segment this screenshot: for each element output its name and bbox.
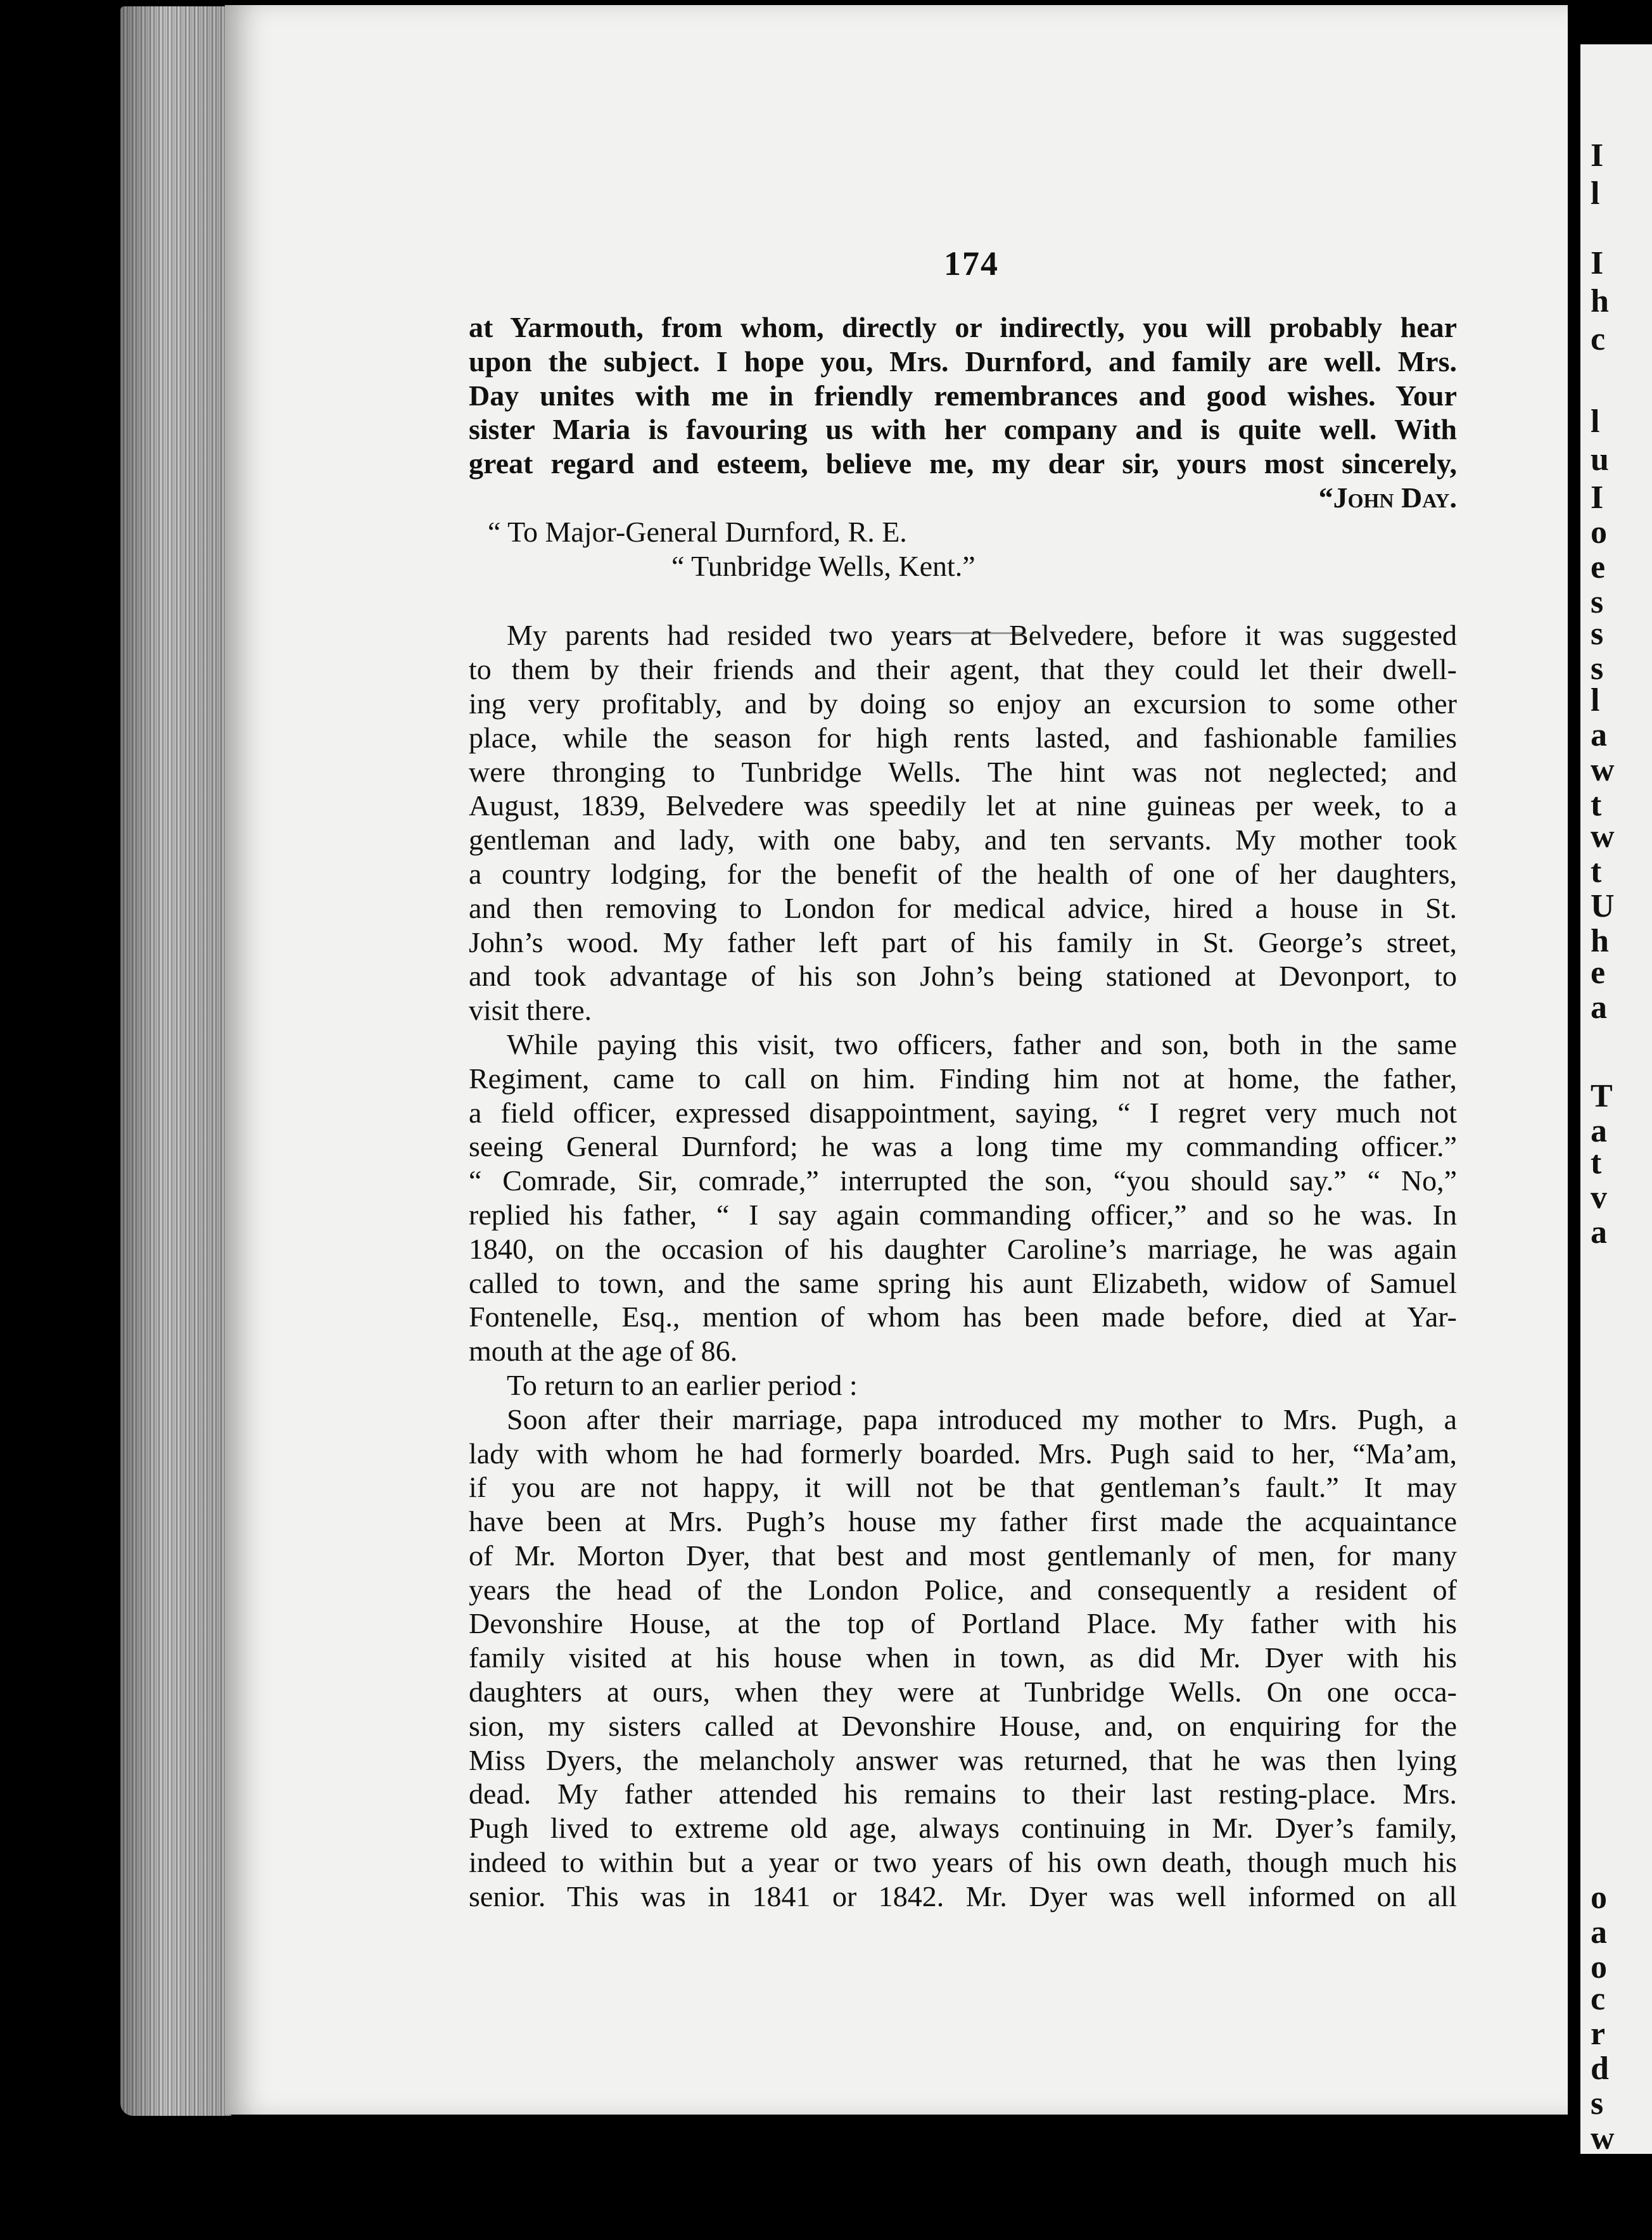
- text-line: and took advantage of his son John’s being stationed at Devonport, to: [469, 960, 1457, 993]
- text-line: My parents had resided two years at Belvedere, before it was suggested: [507, 619, 1457, 652]
- text-line: John’s wood. My father left part of his family in St. George’s street,: [469, 926, 1457, 958]
- fragment: s: [1591, 584, 1604, 620]
- fragment: r: [1591, 2016, 1606, 2052]
- fragment: l: [1591, 175, 1600, 212]
- fragment: s: [1591, 616, 1604, 652]
- text-line: August, 1839, Belvedere was speedily let at nine guineas per week, to a: [469, 789, 1457, 822]
- text-line: to them by their friends and their agent, that they could let their dwell-: [469, 653, 1457, 686]
- fragment: t: [1591, 1145, 1602, 1181]
- fragment: o: [1591, 1949, 1607, 1985]
- text-line: gentleman and lady, with one baby, and ten servants. My mother took: [469, 824, 1457, 856]
- text-line: Miss Dyers, the melancholy answer was returned, that he was then lying: [469, 1743, 1457, 1776]
- text-line: upon the subject. I hope you, Mrs. Durnford, and family are well. Mrs.: [469, 345, 1457, 378]
- fragment: e: [1591, 549, 1606, 585]
- fragment: h: [1591, 283, 1609, 319]
- text-line: seeing General Durnford; he was a long time my commanding officer.”: [469, 1130, 1457, 1163]
- fragment: t: [1591, 853, 1602, 889]
- address-line: “ To Major-General Durnford, R. E.: [488, 515, 907, 548]
- fragment: u: [1591, 442, 1609, 478]
- text-line: senior. This was in 1841 or 1842. Mr. Dyer was well informed on all: [469, 1880, 1457, 1912]
- fragment: a: [1591, 1914, 1607, 1950]
- text-line: daughters at ours, when they were at Tunbridge Wells. On one occa-: [469, 1676, 1457, 1709]
- fragment: I: [1591, 480, 1604, 516]
- text-line: 1840, on the occasion of his daughter Caroline’s marriage, he was again: [469, 1232, 1457, 1265]
- text-line: mouth at the age of 86.: [469, 1335, 738, 1368]
- fragment: d: [1591, 2051, 1609, 2087]
- text-line: visit there.: [469, 994, 592, 1027]
- text-line: of Mr. Morton Dyer, that best and most gentlemanly of men, for many: [469, 1539, 1457, 1572]
- fragment: h: [1591, 923, 1609, 959]
- fragment: c: [1591, 321, 1606, 357]
- fragment: e: [1591, 955, 1606, 991]
- fragment: w: [1591, 752, 1615, 788]
- text-line: sion, my sisters called at Devonshire House, and, on enquiring for the: [469, 1709, 1457, 1742]
- fragment: l: [1591, 404, 1600, 440]
- text-line: great regard and esteem, believe me, my dear sir, yours most sincerely,: [469, 447, 1457, 480]
- address-line: “ Tunbridge Wells, Kent.”: [671, 549, 975, 582]
- fragment: w: [1591, 2120, 1615, 2154]
- text-line: lady with whom he had formerly boarded. Mrs. Pugh said to her, “Ma’am,: [469, 1437, 1457, 1470]
- text-line: if you are not happy, it will not be that gentleman’s fault.” It may: [469, 1471, 1457, 1504]
- fragment: s: [1591, 651, 1604, 687]
- page-number: 174: [944, 245, 999, 283]
- text-line: a field officer, expressed disappointment, saying, “ I regret very much not: [469, 1096, 1457, 1129]
- fragment: a: [1591, 717, 1607, 753]
- text-line: To return to an earlier period :: [507, 1368, 858, 1401]
- text-line: Devonshire House, at the top of Portland Place. My father with his: [469, 1607, 1457, 1640]
- signature-line: “John Day.: [1318, 481, 1457, 514]
- fragment: w: [1591, 818, 1615, 855]
- text-line: dead. My father attended his remains to their last resting-place. Mrs.: [469, 1778, 1457, 1810]
- text-line: a country lodging, for the benefit of the health of one of her daughters,: [469, 857, 1457, 890]
- fragment: o: [1591, 514, 1607, 550]
- text-line: place, while the season for high rents lasted, and fashionable families: [469, 721, 1457, 754]
- fragment: v: [1591, 1180, 1607, 1216]
- text-line: Soon after their marriage, papa introduced my mother to Mrs. Pugh, a: [507, 1403, 1457, 1435]
- fragment: T: [1591, 1078, 1613, 1114]
- text-line: While paying this visit, two officers, father and son, both in the same: [507, 1028, 1457, 1060]
- text-line: at Yarmouth, from whom, directly or indirectly, you will probably hear: [469, 311, 1457, 343]
- text-line: Pugh lived to extreme old age, always continuing in Mr. Dyer’s family,: [469, 1812, 1457, 1845]
- fragment: a: [1591, 1214, 1607, 1250]
- text-line: Regiment, came to call on him. Finding him not at home, the father,: [469, 1062, 1457, 1095]
- fragment: l: [1591, 682, 1600, 718]
- fragment: a: [1591, 990, 1607, 1026]
- text-line: family visited at his house when in town, as did Mr. Dyer with his: [469, 1641, 1457, 1674]
- fragment: o: [1591, 1880, 1607, 1916]
- fragment: t: [1591, 787, 1602, 823]
- text-line: sister Maria is favouring us with her company and is quite well. With: [469, 413, 1457, 446]
- fragment: I: [1591, 137, 1604, 174]
- fragment: a: [1591, 1113, 1607, 1149]
- fragment: I: [1591, 245, 1604, 281]
- text-line: called to town, and the same spring his aunt Elizabeth, widow of Samuel: [469, 1266, 1457, 1299]
- fragment: U: [1591, 888, 1615, 924]
- fragment: c: [1591, 1981, 1606, 2017]
- text-line: replied his father, “ I say again commanding officer,” and so he was. In: [469, 1198, 1457, 1231]
- text-line: ing very profitably, and by doing so enjoy an excursion to some other: [469, 687, 1457, 720]
- text-line: “ Comrade, Sir, comrade,” interrupted the son, “you should say.” “ No,”: [469, 1164, 1457, 1197]
- book-page-edges: [120, 6, 231, 2116]
- text-line: Fontenelle, Esq., mention of whom has been made before, died at Yar-: [469, 1301, 1457, 1333]
- text-line: Day unites with me in friendly remembrances and good wishes. Your: [469, 379, 1457, 412]
- text-line: and then removing to London for medical advice, hired a house in St.: [469, 891, 1457, 924]
- text-line: have been at Mrs. Pugh’s house my father first made the acquaintance: [469, 1505, 1457, 1538]
- text-line: were thronging to Tunbridge Wells. The hint was not neglected; and: [469, 755, 1457, 788]
- body-text: [469, 310, 1457, 1914]
- text-line: indeed to within but a year or two years of his own death, though much his: [469, 1846, 1457, 1879]
- section-gap: [469, 583, 1457, 618]
- text-line: years the head of the London Police, and consequently a resident of: [469, 1573, 1457, 1606]
- fragment: s: [1591, 2085, 1604, 2122]
- adjacent-page-sliver: [1580, 44, 1652, 2154]
